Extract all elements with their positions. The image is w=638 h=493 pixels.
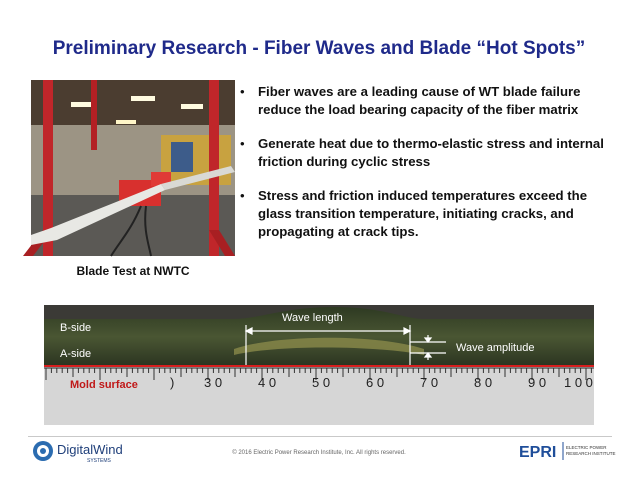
slide-title: Preliminary Research - Fiber Waves and Blade “Hot Spots” <box>52 38 586 59</box>
digitalwind-logo-subtext: SYSTEMS <box>87 458 111 464</box>
fiber-wave-specimen-photo <box>44 305 594 425</box>
copyright-text: © 2016 Electric Power Research Institute, Inc. All rights reserved. <box>232 450 406 456</box>
ruler-number: 3 0 <box>204 375 223 390</box>
ruler-number: 4 0 <box>258 375 277 390</box>
bullet-item <box>238 135 608 171</box>
wave-length-label: Wave length <box>282 312 343 324</box>
bullet-list <box>238 83 608 257</box>
b-side-label: B-side <box>60 322 92 334</box>
bullet-symbol: • <box>240 136 245 151</box>
bullet-symbol: • <box>240 84 245 99</box>
a-side-label: A-side <box>60 348 92 360</box>
ruler-number: 1 0 0 <box>564 375 593 390</box>
ruler-number: 8 0 <box>474 375 493 390</box>
epri-logo-line2: RESEARCH INSTITUTE <box>566 451 616 456</box>
epri-logo-text: EPRI <box>519 444 557 461</box>
ruler-number: ) <box>170 375 175 390</box>
photo-caption: Blade Test at NWTC <box>76 264 190 278</box>
bullet-text: Stress and friction induced temperatures exceed the glass transition temperature, initiating cracks, and propagating at crack tips. <box>258 188 588 239</box>
ruler-number: 5 0 <box>312 375 331 390</box>
bullet-text: Fiber waves are a leading cause of WT blade failure reduce the load bearing capacity of the fiber matrix <box>258 84 581 117</box>
blade-test-photo <box>31 80 235 256</box>
digitalwind-logo-text: DigitalWind <box>57 442 123 457</box>
epri-logo <box>519 440 616 462</box>
bullet-text: Generate heat due to thermo-elastic stress and internal friction during cyclic stress <box>258 136 604 169</box>
bullet-item <box>238 83 608 119</box>
ruler-number: 6 0 <box>366 375 385 390</box>
ruler-number: 7 0 <box>420 375 439 390</box>
ruler-number: 9 0 <box>528 375 547 390</box>
footer-divider <box>28 436 612 437</box>
epri-logo-line1: ELECTRIC POWER <box>566 445 607 450</box>
bullet-item <box>238 187 608 241</box>
mold-surface-label: Mold surface <box>70 379 138 391</box>
wave-amplitude-label: Wave amplitude <box>456 342 535 354</box>
bullet-symbol: • <box>240 188 245 203</box>
